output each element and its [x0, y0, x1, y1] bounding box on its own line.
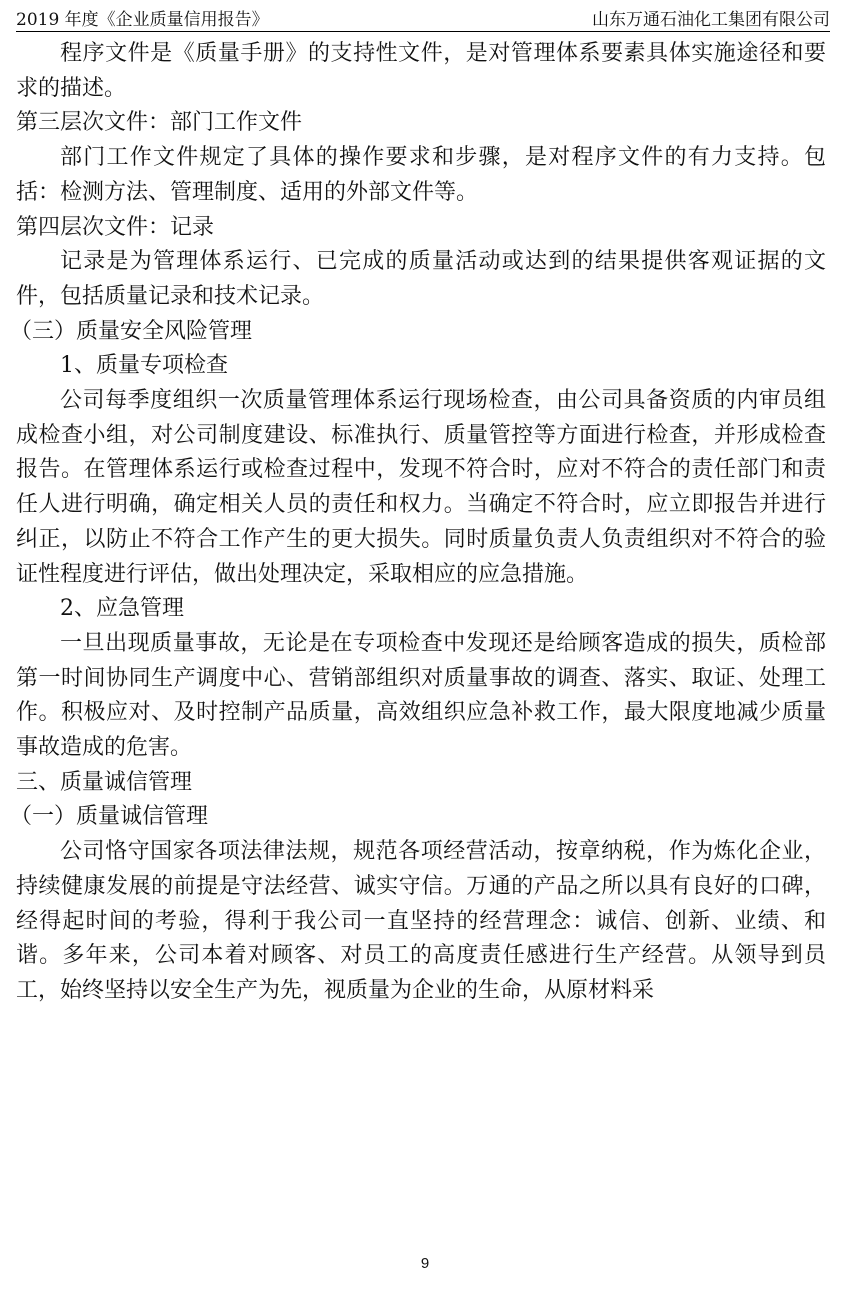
section-heading-integrity: 三、质量诚信管理 [16, 769, 193, 795]
section-heading-risk-management: （三）质量安全风险管理 [10, 318, 253, 344]
subheading-emergency-management: 2、应急管理 [60, 596, 184, 622]
paragraph-integrity: 公司恪守国家各项法律法规，规范各项经营活动，按章纳税，作为炼化企业，持续健康发展的前提是守法经营、诚实守信。万通的产品之所以具有良好的口碑，经得起时间的考验，得利于我公司一直坚持的经营理念：诚信、创新、业绩、和谐。多年来，公司本着对顾客、对员工的高度责任感进行生产经营。从领导到员工，始终坚持以安全生产为先，视质量为企业的生命，从原材料采 [16, 839, 826, 1003]
paragraph-records: 记录是为管理体系运行、已完成的质量活动或达到的结果提供客观证据的文件，包括质量记录和技术记录。 [16, 249, 826, 309]
company-name: 山东万通石油化工集团有限公司 [592, 10, 830, 30]
paragraph-emergency-management: 一旦出现质量事故，无论是在专项检查中发现还是给顾客造成的损失，质检部第一时间协同生产调度中心、营销部组织对质量事故的调查、落实、取证、处理工作。积极应对、及时控制产品质量，高效组织应急补救工作，最大限度地减少质量事故造成的危害。 [16, 630, 826, 761]
page-number: 9 [420, 1255, 430, 1272]
document-body [10, 37, 826, 1009]
paragraph-special-inspection: 公司每季度组织一次质量管理体系运行现场检查，由公司具备资质的内审员组成检查小组，对公司制度建设、标准执行、质量管控等方面进行检查，并形成检查报告。在管理体系运行或检查过程中，发现不符合时，应对不符合的责任部门和责任人进行明确，确定相关人员的责任和权力。当确定不符合时，应立即报告并进行纠正，以防止不符合工作产生的更大损失。同时质量负责人负责组织对不符合的验证性程度进行评估，做出处理决定，采取相应的应急措施。 [16, 388, 826, 587]
heading-level3-docs: 第三层次文件：部门工作文件 [16, 110, 303, 136]
subheading-special-inspection: 1、质量专项检查 [60, 353, 228, 379]
subsection-heading-integrity: （一）质量诚信管理 [10, 804, 209, 830]
paragraph-procedure-docs: 程序文件是《质量手册》的支持性文件，是对管理体系要素具体实施途径和要求的描述。 [16, 41, 826, 101]
report-title: 2019 年度《企业质量信用报告》 [16, 10, 269, 30]
page-header [16, 0, 830, 32]
paragraph-dept-docs: 部门工作文件规定了具体的操作要求和步骤，是对程序文件的有力支持。包括：检测方法、管理制度、适用的外部文件等。 [16, 145, 826, 205]
heading-level4-docs: 第四层次文件：记录 [16, 214, 215, 240]
